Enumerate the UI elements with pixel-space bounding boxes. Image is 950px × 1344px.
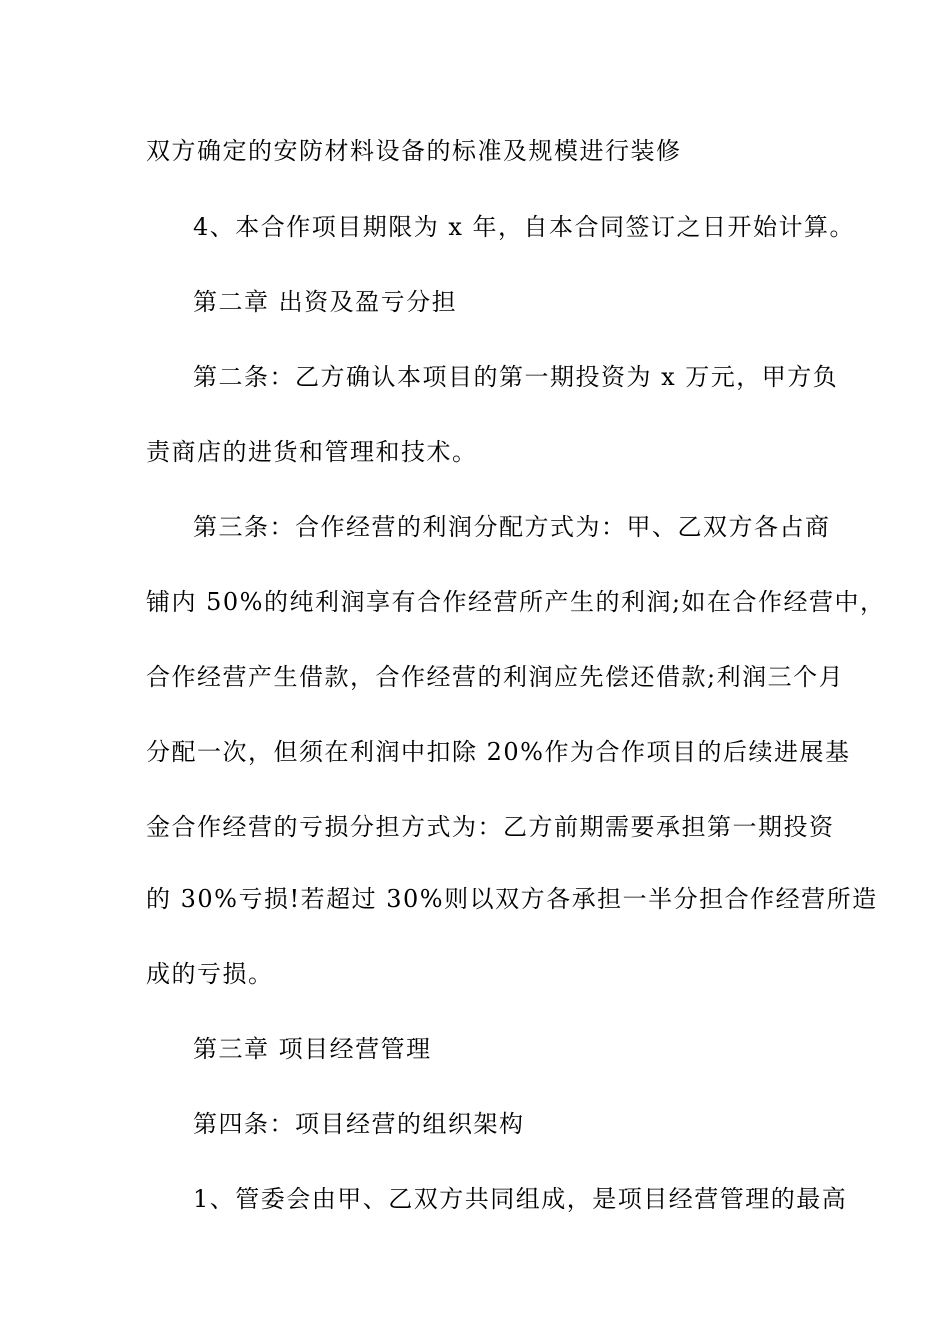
paragraph-line: 的 30%亏损!若超过 30%则以双方各承担一半分担合作经营所造 <box>146 885 878 913</box>
chapter-heading: 第二章 出资及盈亏分担 <box>193 288 458 316</box>
chapter-heading: 第三章 项目经营管理 <box>193 1035 432 1063</box>
paragraph-line: 金合作经营的亏损分担方式为：乙方前期需要承担第一期投资 <box>146 813 835 841</box>
paragraph-line: 分配一次，但须在利润中扣除 20%作为合作项目的后续进展基 <box>146 738 851 766</box>
paragraph-line: 1、管委会由甲、乙双方共同组成，是项目经营管理的最高 <box>193 1185 848 1213</box>
paragraph-line: 铺内 50%的纯利润享有合作经营所产生的利润;如在合作经营中， <box>146 588 886 616</box>
paragraph-line: 合作经营产生借款，合作经营的利润应先偿还借款;利润三个月 <box>146 663 845 691</box>
article-heading: 第四条：项目经营的组织架构 <box>193 1110 525 1138</box>
paragraph-line: 第二条：乙方确认本项目的第一期投资为 x 万元，甲方负 <box>193 363 839 391</box>
paragraph-line: 第三条：合作经营的利润分配方式为：甲、乙双方各占商 <box>193 513 831 541</box>
paragraph-line: 责商店的进货和管理和技术。 <box>146 438 478 466</box>
paragraph-line: 成的亏损。 <box>146 960 274 988</box>
paragraph-line: 4、本合作项目期限为 x 年，自本合同签订之日开始计算。 <box>193 213 856 241</box>
paragraph-line: 双方确定的安防材料设备的标准及规模进行装修 <box>146 137 682 165</box>
